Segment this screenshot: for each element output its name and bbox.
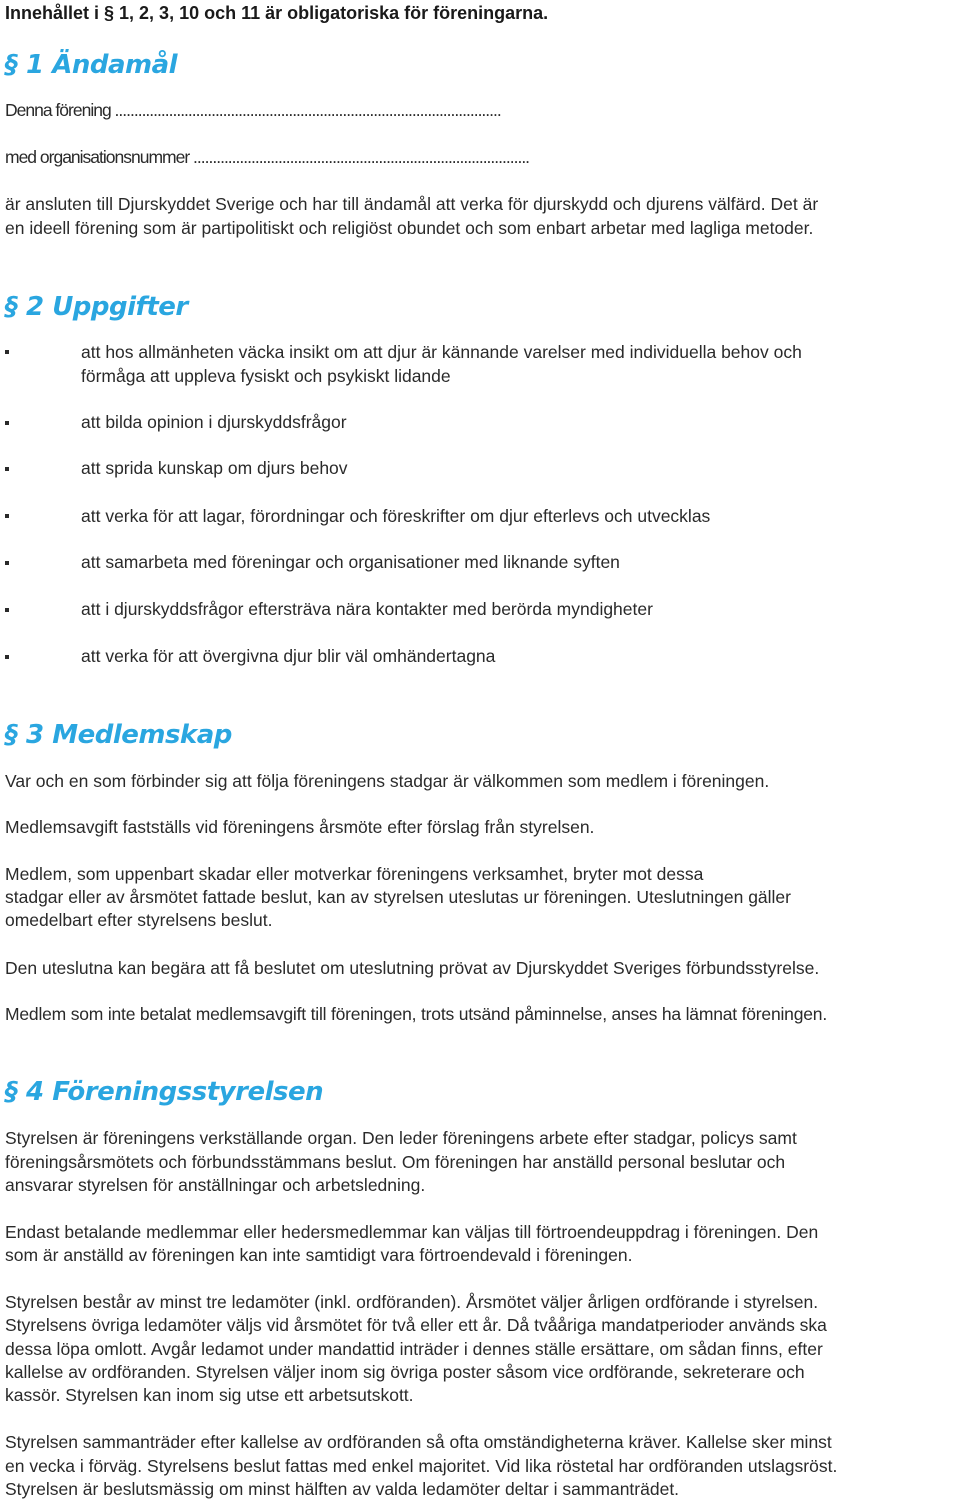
bullet-marker — [5, 421, 9, 425]
section-1-line-1: Denna förening .................................................................................................... — [5, 100, 501, 120]
bullet-2: att bilda opinion i djurskyddsfrågor — [81, 412, 347, 432]
bullet-5: att samarbeta med föreningar och organisationer med liknande syften — [81, 552, 620, 572]
bullet-marker — [5, 608, 9, 612]
bullet-marker — [5, 467, 9, 471]
bullet-1-line-2: förmåga att uppleva fysiskt och psykiskt lidande — [81, 366, 451, 386]
section-4-para-3-line-2: Styrelsens övriga ledamöter väljs vid årsmötet för två eller ett år. Då tvååriga mandatperioder används ska — [5, 1315, 827, 1335]
section-4-para-3-line-4: kallelse av ordföranden. Styrelsen väljer inom sig övriga poster såsom vice ordförande, sekreterare och — [5, 1362, 805, 1382]
section-3-para-3-line-3: omedelbart efter styrelsens beslut. — [5, 910, 273, 930]
section-4-para-4-line-2: en vecka i förväg. Styrelsens beslut fattas med enkel majoritet. Vid lika röstetal har ordföranden utslagsröst. — [5, 1456, 838, 1476]
bullet-4: att verka för att lagar, förordningar och föreskrifter om djur efterlevs och utvecklas — [81, 506, 711, 526]
section-4-para-3-line-5: kassör. Styrelsen kan inom sig utse ett arbetsutskott. — [5, 1385, 414, 1405]
section-3-para-5: Medlem som inte betalat medlemsavgift till föreningen, trots utsänd påminnelse, anses ha lämnat föreningen. — [5, 1004, 827, 1024]
section-3-para-2: Medlemsavgift fastställs vid föreningens årsmöte efter förslag från styrelsen. — [5, 817, 595, 837]
bullet-3: att sprida kunskap om djurs behov — [81, 458, 348, 478]
bullet-1-line-1: att hos allmänheten väcka insikt om att djur är kännande varelser med individuella behov och — [81, 342, 802, 362]
section-3-para-3-line-1: Medlem, som uppenbart skadar eller motverkar föreningens verksamhet, bryter mot dessa — [5, 864, 704, 884]
section-4-para-2-line-1: Endast betalande medlemmar eller hedersmedlemmar kan väljas till förtroendeuppdrag i föreningen. Den — [5, 1222, 819, 1242]
section-2-heading: § 2 Uppgifter — [5, 292, 188, 322]
section-4-para-3-line-1: Styrelsen består av minst tre ledamöter (inkl. ordföranden). Årsmötet väljer årligen ordförande i styrelsen. — [5, 1292, 819, 1312]
bullet-7: att verka för att övergivna djur blir väl omhändertagna — [81, 646, 496, 666]
bullet-marker — [5, 350, 9, 354]
bullet-marker — [5, 514, 9, 518]
section-1-line-3: är ansluten till Djurskyddet Sverige och har till ändamål att verka för djurskydd och djurens välfärd. Det är — [5, 194, 819, 214]
bullet-6: att i djurskyddsfrågor eftersträva nära kontakter med berörda myndigheter — [81, 599, 653, 619]
section-3-para-1: Var och en som förbinder sig att följa föreningens stadgar är välkommen som medlem i föreningen. — [5, 771, 770, 791]
section-4-para-4-line-3: Styrelsen är beslutsmässig om minst hälften av valda ledamöter deltar i sammanträdet. — [5, 1479, 680, 1499]
section-4-para-1-line-1: Styrelsen är föreningens verkställande organ. Den leder föreningens arbete efter stadgar, policys samt — [5, 1128, 797, 1148]
section-4-para-1-line-3: ansvarar styrelsen för anställningar och arbetsledning. — [5, 1175, 426, 1195]
section-1-line-4: en ideell förening som är partipolitiskt och religiöst obundet och som enbart arbetar med lagliga metoder. — [5, 218, 814, 238]
section-4-para-1-line-2: föreningsårsmötets och förbundsstämmans beslut. Om föreningen har anställd personal beslutar och — [5, 1152, 786, 1172]
bullet-marker — [5, 655, 9, 659]
section-4-para-2-line-2: som är anställd av föreningen kan inte samtidigt vara förtroendevald i föreningen. — [5, 1245, 633, 1265]
section-4-para-3-line-3: dessa löpa omlott. Avgår ledamot under mandattid inträder i dennes ställe ersättare, om sådan finns, efter — [5, 1339, 823, 1359]
bullet-marker — [5, 561, 9, 565]
section-3-para-3-line-2: stadgar eller av årsmötet fattade beslut, kan av styrelsen uteslutas ur föreningen. Uteslutningen gäller — [5, 887, 791, 907]
section-4-heading: § 4 Föreningsstyrelsen — [5, 1077, 324, 1107]
section-1-heading: § 1 Ändamål — [5, 50, 178, 80]
intro-note: Innehållet i § 1, 2, 3, 10 och 11 är obligatoriska för föreningarna. — [5, 3, 549, 23]
section-3-heading: § 3 Medlemskap — [5, 720, 232, 750]
section-3-para-4: Den uteslutna kan begära att få beslutet om uteslutning prövat av Djurskyddet Sveriges förbundsstyrelse. — [5, 958, 820, 978]
section-1-line-2: med organisationsnummer ....................................................................................... — [5, 147, 530, 167]
section-4-para-4-line-1: Styrelsen sammanträder efter kallelse av ordföranden så ofta omständigheterna kräver. Kallelse sker minst — [5, 1432, 832, 1452]
